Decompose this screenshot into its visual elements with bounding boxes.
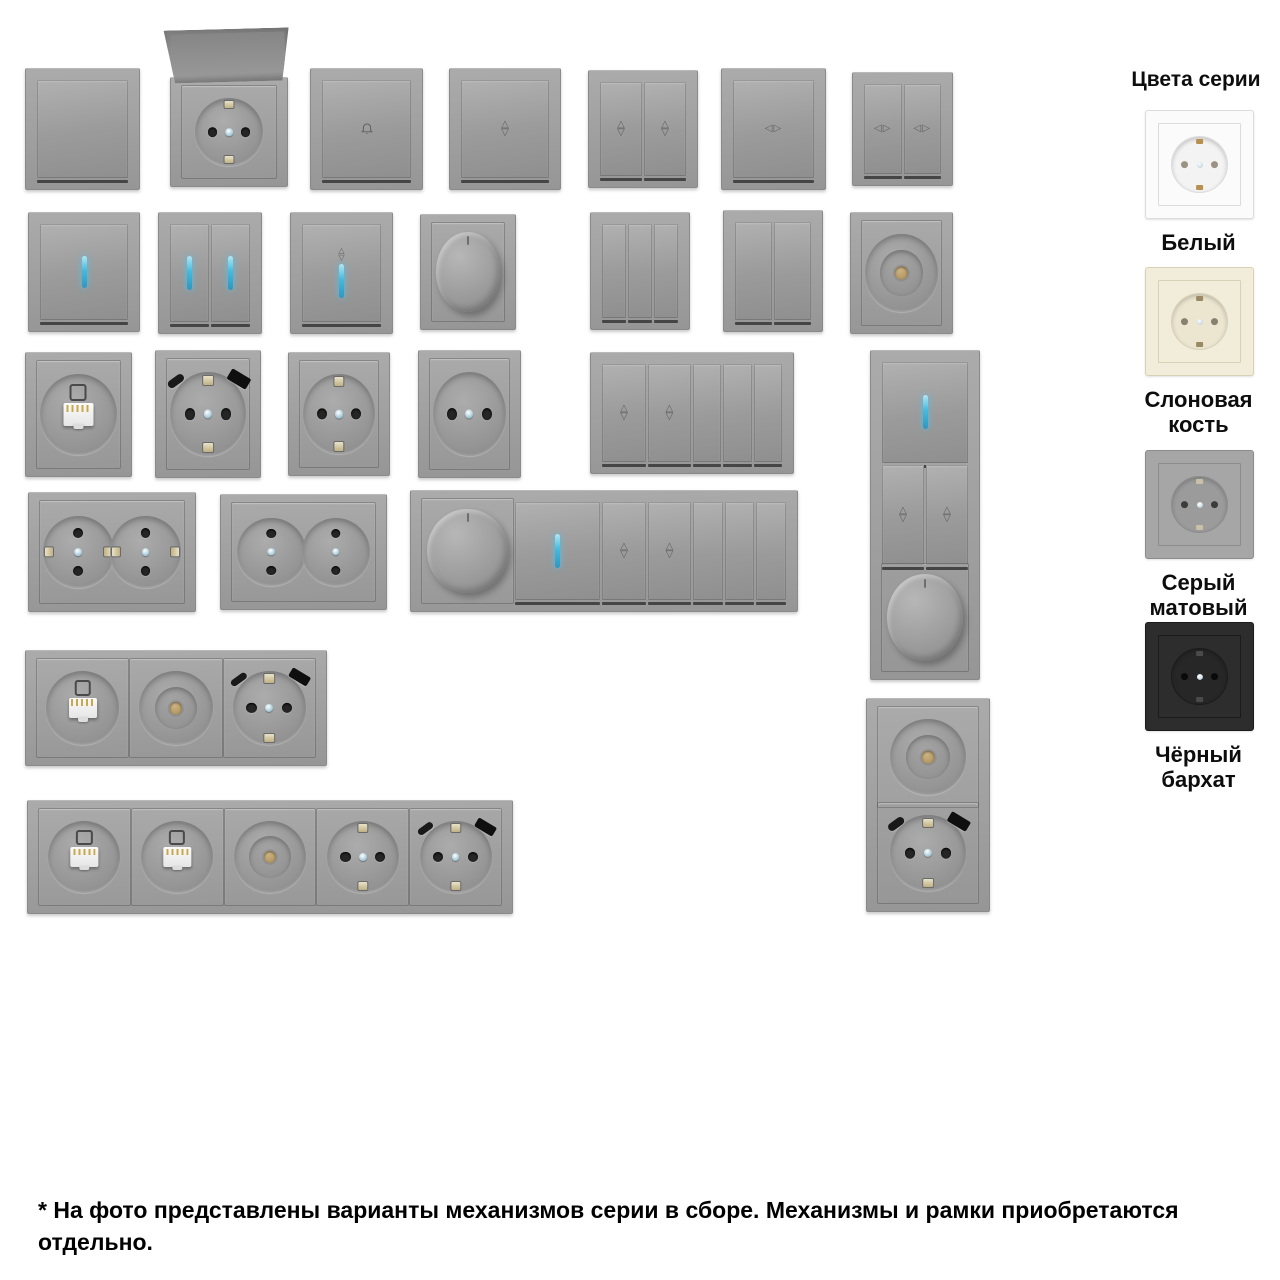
pair-module	[882, 465, 968, 566]
usb-a-port	[474, 817, 497, 836]
tv-socket-single	[850, 212, 953, 334]
rocker-module	[644, 82, 686, 176]
rocker-module	[302, 224, 381, 322]
socket-no-ground	[433, 372, 506, 455]
rj45-jack	[71, 847, 98, 867]
combo-5g-sockets	[27, 800, 513, 914]
rocker-switch	[693, 502, 723, 600]
switch-2g	[723, 210, 823, 332]
rocker-switch	[756, 502, 786, 600]
usb-socket	[170, 372, 245, 455]
blinds-arrows-icon: △ ▽	[617, 119, 625, 138]
rj45-plug-icon	[169, 830, 185, 846]
rocker-module	[170, 224, 209, 322]
schuko-module	[317, 812, 408, 902]
rocker-module	[515, 502, 600, 600]
schuko-socket	[303, 374, 375, 454]
rocker-switch	[602, 224, 626, 318]
rocker-switch	[926, 465, 968, 566]
rocker-module	[648, 364, 691, 462]
blinds-arrows-icon: △ ▽	[620, 403, 628, 422]
rocker-switch	[904, 84, 942, 174]
color-variant-label: Серый матовый	[1149, 570, 1248, 620]
rocker-switch	[628, 224, 652, 318]
led-indicator	[923, 395, 928, 429]
socket2-module	[232, 506, 375, 598]
rocker-module	[693, 364, 721, 462]
socket-no-ground	[302, 518, 370, 586]
blinds-arrows-icon: △ ▽	[620, 541, 628, 560]
color-variant-card	[1145, 267, 1252, 437]
rocker-switch	[322, 80, 411, 178]
schuko-socket	[327, 821, 399, 893]
rocker-module	[602, 224, 626, 318]
rocker-switch	[882, 465, 924, 566]
noground-module	[430, 362, 509, 466]
tv-socket	[234, 821, 306, 893]
switch-blinds-1g	[449, 68, 561, 190]
tv-module	[862, 224, 941, 322]
rocker-module	[756, 502, 786, 600]
tv-socket	[865, 234, 938, 312]
dimmer-knob	[887, 574, 963, 661]
cross-arrows-icon: ◁▷	[874, 123, 892, 134]
ethernet-socket	[141, 821, 213, 893]
rocker-switch	[882, 362, 968, 463]
usb-c-port	[887, 815, 906, 832]
schuko-module	[300, 364, 378, 464]
rocker-module	[602, 364, 646, 462]
ethernet-socket	[48, 821, 120, 893]
blinds-arrows-icon: △ ▽	[943, 505, 951, 524]
footnote-line-2: отдельно.	[38, 1229, 153, 1256]
eth-module	[132, 812, 223, 902]
usb-c-port	[167, 373, 187, 390]
usb-socket	[233, 671, 307, 745]
switch-2g-led	[158, 212, 262, 334]
tv-center-pin	[922, 751, 935, 764]
vertical-combo-2g	[866, 698, 990, 912]
rocker-switch	[723, 364, 751, 462]
rocker-module	[725, 502, 755, 600]
rj45-plug-icon	[74, 680, 91, 696]
rocker-switch	[733, 80, 814, 178]
rocker-switch	[602, 502, 646, 600]
dimmer-module	[432, 226, 504, 318]
combo-3g-eth-tv-usb	[25, 650, 327, 766]
rocker-switch	[211, 224, 250, 322]
usb-module	[410, 812, 501, 902]
vertical-combo-3g	[870, 350, 980, 680]
rocker-module	[648, 502, 692, 600]
rocker-switch	[37, 80, 128, 178]
color-variant-photo	[1145, 267, 1254, 376]
usb-module	[878, 806, 978, 900]
switch-pass-led	[290, 212, 393, 334]
rocker-switch	[864, 84, 902, 174]
dimmer-module	[422, 502, 513, 600]
color-variant-label: Белый	[1161, 230, 1236, 255]
usb-socket	[890, 815, 965, 890]
color-variant-card	[1145, 110, 1252, 256]
rocker-switch	[602, 364, 646, 462]
rocker-module	[735, 222, 772, 320]
rocker-switch	[774, 222, 811, 320]
bell-icon	[360, 122, 374, 136]
ethernet-socket-single	[25, 352, 132, 477]
rocker-switch	[648, 502, 692, 600]
blinds-arrows-icon: △ ▽	[665, 403, 674, 422]
blinds-arrows-icon: △ ▽	[665, 541, 674, 560]
socket-double-noground	[220, 494, 387, 610]
switch-1g-led	[28, 212, 140, 332]
rocker-module	[774, 222, 811, 320]
rocker-module	[40, 224, 128, 320]
rocker-module	[600, 82, 642, 176]
dimmer-module	[882, 567, 968, 668]
usb-c-port	[229, 671, 248, 687]
rj45-jack	[164, 847, 191, 867]
schuko-socket	[110, 516, 181, 587]
eth-module	[37, 662, 128, 754]
tv-center-pin	[170, 702, 183, 715]
rocker-switch	[654, 224, 678, 318]
socket-double-schuko	[28, 492, 196, 612]
usb-socket	[420, 821, 492, 893]
rocker-switch	[461, 80, 549, 178]
schuko-socket	[195, 98, 264, 167]
rocker-switch	[735, 222, 772, 320]
color-variant-label: Слоновая кость	[1144, 387, 1253, 437]
rocker-switch	[693, 364, 721, 462]
rocker-module	[461, 80, 549, 178]
tv-module	[130, 662, 221, 754]
rocker-module	[882, 362, 968, 463]
usb-a-port	[227, 368, 252, 389]
rocker-module	[904, 84, 942, 174]
rocker-module	[723, 364, 751, 462]
usb-a-port	[947, 811, 971, 831]
led-indicator	[82, 256, 87, 289]
led-indicator	[555, 534, 560, 567]
usb-module	[167, 362, 249, 466]
switch-cross-2g	[852, 72, 953, 186]
dimmer-knob	[436, 232, 499, 311]
rocker-switch	[754, 364, 782, 462]
dimmer-knob	[427, 509, 507, 593]
socket-schuko-lid	[170, 77, 288, 187]
rj45-jack	[69, 698, 97, 719]
rocker-switch	[515, 502, 600, 600]
rocker-switch	[170, 224, 209, 322]
cross-arrows-icon: ◁▷	[913, 123, 931, 134]
rocker-switch	[40, 224, 128, 320]
dimmer-rotary	[420, 214, 516, 330]
rocker-module	[693, 502, 723, 600]
rj45-jack	[64, 403, 93, 426]
color-variant-card	[1145, 450, 1252, 620]
rocker-module	[628, 224, 652, 318]
eth-module	[37, 364, 120, 465]
eth-module	[39, 812, 130, 902]
rj45-plug-icon	[70, 384, 87, 401]
footnote	[38, 1194, 1258, 1258]
rocker-switch	[725, 502, 755, 600]
blinds-arrows-icon: △ ▽	[338, 246, 345, 262]
socket-lid	[162, 27, 291, 83]
color-variant-photo	[1145, 622, 1254, 731]
socket-schuko-single	[288, 352, 390, 476]
socket-usb-single	[155, 350, 261, 478]
tv-socket	[890, 719, 965, 794]
footnote-line-1: * На фото представлены варианты механизмов серии в сборе. Механизмы и рамки приобретаются	[38, 1197, 1179, 1223]
color-variant-card	[1145, 622, 1252, 792]
led-indicator	[187, 256, 192, 289]
usb-c-port	[416, 821, 434, 837]
socket2-module	[40, 504, 184, 600]
blinds-arrows-icon: △ ▽	[899, 505, 907, 524]
led-indicator	[339, 264, 344, 297]
sidebar-title: Цвета серии	[1131, 68, 1261, 91]
socket-no-ground	[237, 518, 305, 586]
color-variant-photo	[1145, 450, 1254, 559]
color-variant-photo	[1145, 110, 1254, 219]
rocker-module	[322, 80, 411, 178]
rocker-switch	[644, 82, 686, 176]
rocker-module	[211, 224, 250, 322]
led-indicator	[228, 256, 233, 289]
blinds-arrows-icon: △ ▽	[501, 119, 509, 138]
schuko-socket	[43, 516, 114, 587]
switch-3g	[590, 212, 690, 330]
color-variant-label: Чёрный бархат	[1155, 742, 1242, 792]
rj45-plug-icon	[76, 830, 92, 846]
switch-1g	[25, 68, 140, 190]
switch-cross-1g	[721, 68, 826, 190]
switch-panel-5g	[590, 352, 794, 474]
tv-module	[225, 812, 316, 902]
usb-a-port	[288, 667, 312, 687]
rocker-module	[654, 224, 678, 318]
usb-module	[224, 662, 315, 754]
tv-socket	[139, 671, 213, 745]
rocker-switch	[600, 82, 642, 176]
blinds-arrows-icon: △ ▽	[661, 119, 669, 138]
rocker-module	[733, 80, 814, 178]
rocker-module	[754, 364, 782, 462]
ethernet-socket	[40, 374, 116, 455]
ethernet-socket	[46, 671, 120, 745]
rocker-module	[37, 80, 128, 178]
rocker-module	[864, 84, 902, 174]
combo-panel-long	[410, 490, 798, 612]
rocker-module	[602, 502, 646, 600]
rocker-switch	[302, 224, 381, 322]
socket-no-ground	[418, 350, 521, 478]
tv-module	[878, 710, 978, 804]
cross-arrows-icon: ◁▷	[764, 123, 783, 134]
switch-blinds-2g	[588, 70, 698, 188]
schuko-module	[182, 89, 276, 175]
rocker-switch	[648, 364, 691, 462]
switch-doorbell	[310, 68, 423, 190]
